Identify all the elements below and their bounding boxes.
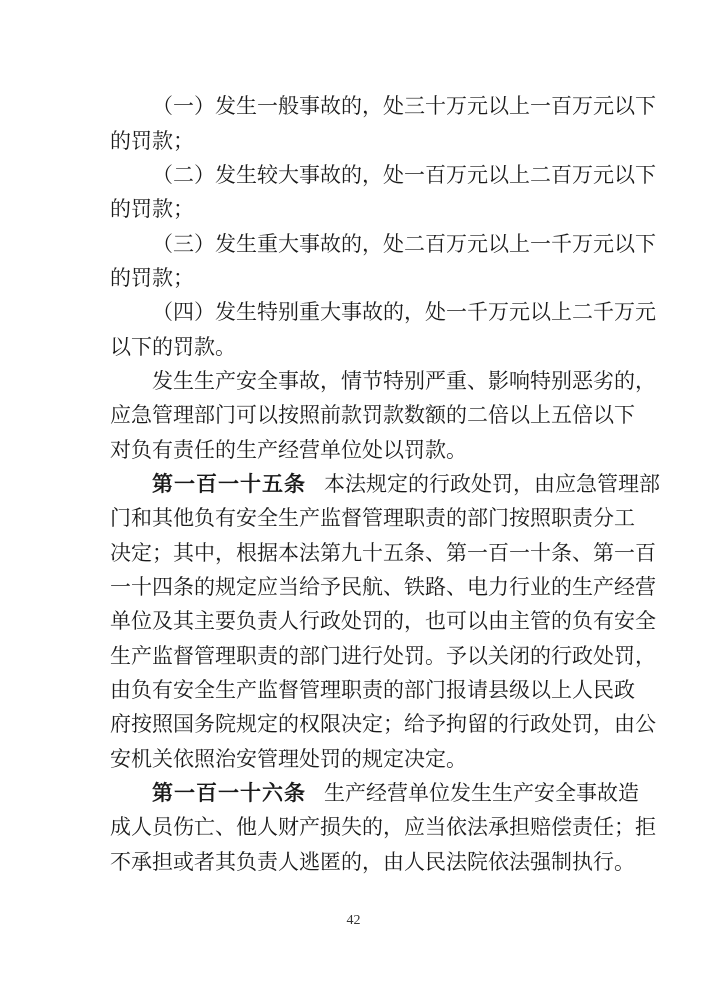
text-line: 的罚款； <box>110 129 194 153</box>
text-line: 以下的罚款。 <box>110 335 236 359</box>
text-line: 成人员伤亡、他人财产损失的，应当依法承担赔偿责任；拒 <box>110 815 656 839</box>
text-line: 不承担或者其负责人逃匿的，由人民法院依法强制执行。 <box>110 850 635 874</box>
article-115-first-line <box>152 471 660 496</box>
text-line: 由负有安全生产监督管理职责的部门报请县级以上人民政 <box>110 678 635 702</box>
text-line: 决定；其中，根据本法第九十五条、第一百一十条、第一百 <box>110 541 656 565</box>
text-line: （四）发生特别重大事故的，处一千万元以上二千万元 <box>152 300 656 324</box>
text-line: （二）发生较大事故的，处一百万元以上二百万元以下 <box>152 163 656 187</box>
text-line: 生产监督管理职责的部门进行处罚。予以关闭的行政处罚， <box>110 644 656 668</box>
text-line: 应急管理部门可以按照前款罚款数额的二倍以上五倍以下 <box>110 403 635 427</box>
text-line: 对负有责任的生产经营单位处以罚款。 <box>110 438 467 462</box>
text-line: 生产经营单位发生生产安全事故造 <box>324 781 639 805</box>
article-title: 第一百一十五条 <box>152 471 306 496</box>
text-line: 本法规定的行政处罚，由应急管理部 <box>324 472 660 496</box>
text-line: 发生生产安全事故，情节特别严重、影响特别恶劣的， <box>152 369 656 393</box>
text-line: 单位及其主要负责人行政处罚的，也可以由主管的负有安全 <box>110 609 656 633</box>
text-line: （三）发生重大事故的，处二百万元以上一千万元以下 <box>152 232 656 256</box>
article-title: 第一百一十六条 <box>152 780 306 805</box>
text-line: 门和其他负有安全生产监督管理职责的部门按照职责分工 <box>110 506 635 530</box>
text-line: 一十四条的规定应当给予民航、铁路、电力行业的生产经营 <box>110 575 656 599</box>
text-line: 的罚款； <box>110 266 194 290</box>
page-number: 42 <box>346 913 361 928</box>
text-line: （一）发生一般事故的，处三十万元以上一百万元以下 <box>152 94 656 118</box>
text-line: 府按照国务院规定的权限决定；给予拘留的行政处罚，由公 <box>110 712 656 736</box>
text-line: 安机关依照治安管理处罚的规定决定。 <box>110 747 467 771</box>
article-116-first-line <box>152 780 639 805</box>
text-line: 的罚款； <box>110 197 194 221</box>
